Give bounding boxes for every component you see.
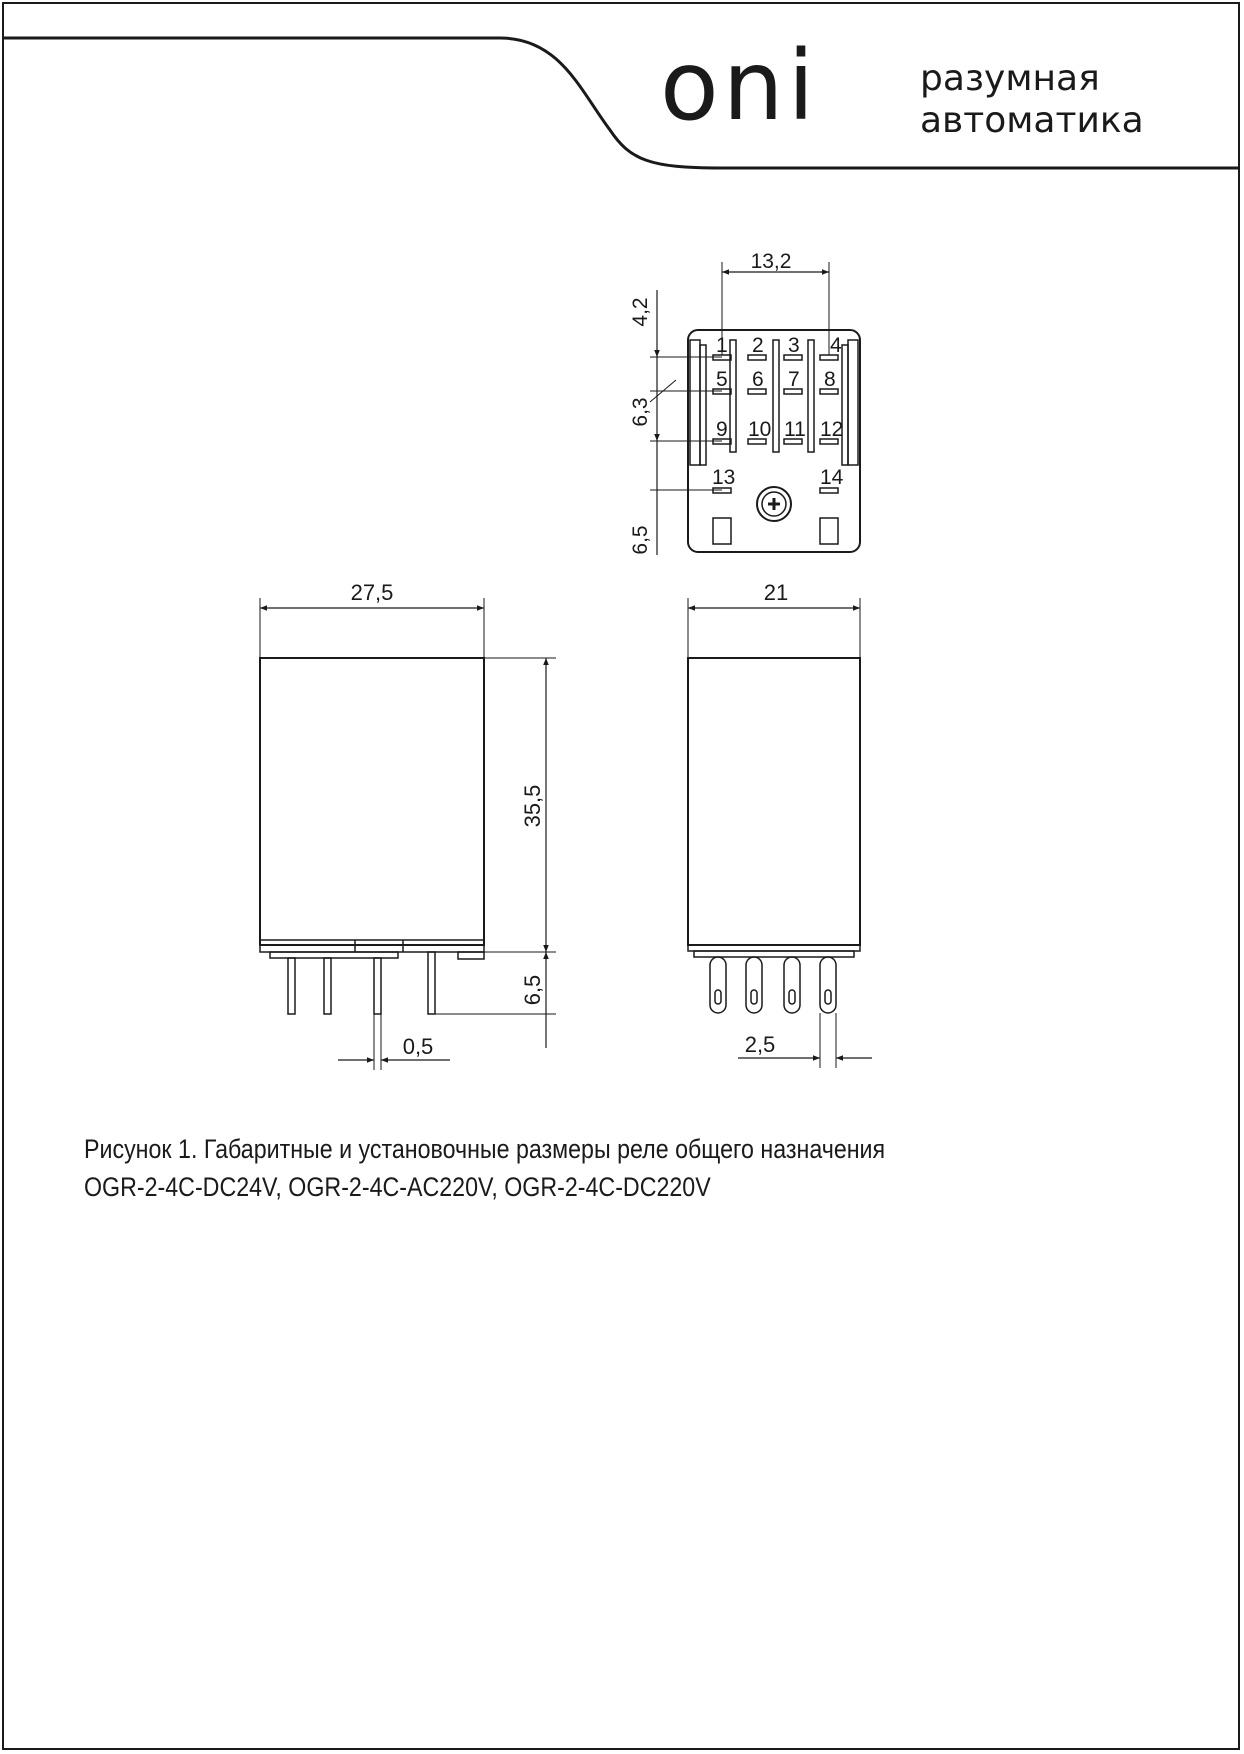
pin-label-3: 3: [788, 334, 800, 357]
front-view-labels: [745, 580, 789, 1057]
side-pin: [428, 952, 435, 1014]
side-pin: [324, 958, 331, 1014]
front-pins: [710, 957, 836, 1013]
dim-2-5: 2,5: [744, 1032, 776, 1057]
pin-label-5: 5: [716, 368, 728, 391]
figure-caption: [84, 1130, 1030, 1206]
pin-label-6: 6: [752, 368, 764, 391]
front-view-body: [688, 658, 860, 945]
dim-4-2: 4,2: [629, 297, 652, 327]
dim-21: 21: [763, 580, 789, 605]
pin-label-12: 12: [820, 418, 844, 441]
dim-6-3: 6,3: [629, 397, 652, 427]
dim-0-5: 0,5: [402, 1034, 434, 1059]
tagline-line2: автоматика: [920, 100, 1144, 141]
pin-label-9: 9: [716, 418, 728, 441]
dim-27-5: 27,5: [350, 580, 394, 605]
pin-label-14: 14: [820, 466, 844, 489]
side-view-body: [260, 658, 484, 945]
logo-text: oni: [660, 30, 819, 142]
pin-label-4: 4: [830, 334, 842, 357]
pin-label-2: 2: [752, 334, 764, 357]
pin-label-1: 1: [716, 334, 728, 357]
front-view: [688, 598, 872, 1068]
side-pin: [374, 958, 381, 1014]
side-pin: [288, 958, 295, 1014]
dim-13-2: 13,2: [750, 250, 792, 273]
top-view: [650, 262, 860, 555]
pin-label-8: 8: [824, 368, 836, 391]
tagline-line1: разумная: [920, 58, 1100, 99]
side-view: [260, 598, 556, 1070]
caption-line1: Рисунок 1. Габаритные и установочные размеры реле общего назначения: [84, 1134, 886, 1164]
pin-label-10: 10: [748, 418, 772, 441]
dim-35-5: 35,5: [520, 784, 545, 828]
side-view-labels: [351, 580, 545, 1059]
pin-label-7: 7: [788, 368, 800, 391]
pin-label-11: 11: [784, 418, 806, 441]
dim-6-5-top: 6,5: [629, 525, 652, 555]
caption-line2: OGR-2-4C-DC24V, OGR-2-4C-AC220V, OGR-2-4C-DC220V: [84, 1172, 711, 1202]
pin-label-13: 13: [712, 466, 736, 489]
dim-6-5-side: 6,5: [520, 974, 545, 1006]
